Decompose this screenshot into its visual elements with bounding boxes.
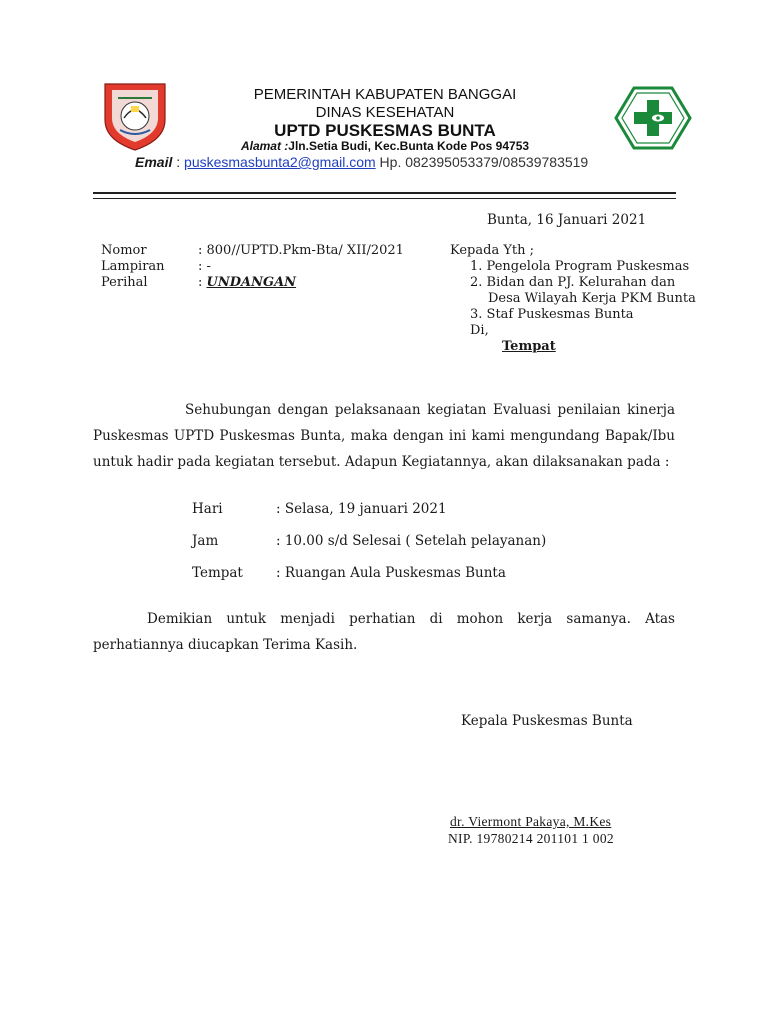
- signature-title: Kepala Puskesmas Bunta: [461, 713, 633, 729]
- signature-nip: NIP. 19780214 201101 1 002: [448, 831, 614, 846]
- schedule-value: : Ruangan Aula Puskesmas Bunta: [276, 565, 506, 581]
- perihal-subject: UNDANGAN: [206, 275, 297, 290]
- email-sep: :: [172, 154, 185, 170]
- perihal-colon: :: [198, 275, 207, 290]
- schedule-label: Jam: [192, 533, 219, 549]
- header-institution: UPTD PUSKESMAS BUNTA: [274, 121, 496, 140]
- header-department: DINAS KESEHATAN: [315, 104, 455, 121]
- recipient-intro: Kepada Yth ;: [450, 243, 535, 258]
- phone-number: Hp. 082395053379/08539783519: [375, 154, 589, 170]
- puskesmas-cross-icon: [614, 86, 692, 150]
- recipient-item: 3. Staf Puskesmas Bunta: [470, 307, 634, 322]
- letter-date: Bunta, 16 Januari 2021: [487, 212, 647, 228]
- schedule-value: : Selasa, 19 januari 2021: [276, 501, 447, 517]
- header-divider-thin: [93, 198, 676, 199]
- recipient-item: 1. Pengelola Program Puskesmas: [470, 259, 690, 274]
- perihal-value: [198, 275, 296, 290]
- perihal-label: Perihal: [101, 275, 148, 290]
- header-address: [160, 139, 610, 153]
- schedule-value: : 10.00 s/d Selesai ( Setelah pelayanan): [276, 533, 547, 549]
- body-paragraph: Sehubungan dengan pelaksanaan kegiatan Evaluasi penilaian kinerja Puskesmas UPTD Puskesmas Bunta, maka dengan ini kami mengundang Bapak/Ibu untuk hadir pada kegiatan tersebut. Adapun Kegiatannya, akan dilaksanakan pada :: [93, 402, 675, 470]
- recipient-di: Di,: [470, 323, 489, 338]
- nomor-value: : 800//UPTD.Pkm-Bta/ XII/2021: [198, 243, 404, 258]
- recipient-item: Desa Wilayah Kerja PKM Bunta: [488, 291, 696, 306]
- email-link[interactable]: puskesmasbunta2@gmail.com: [184, 154, 376, 170]
- recipient-place: Tempat: [502, 339, 556, 354]
- address-label: Alamat :: [240, 139, 289, 153]
- signature-name: dr. Viermont Pakaya, M.Kes: [450, 814, 612, 829]
- header-government: PEMERINTAH KABUPATEN BANGGAI: [253, 86, 517, 103]
- nomor-label: Nomor: [101, 243, 147, 258]
- closing-paragraph: Demikian untuk menjadi perhatian di mohon kerja samanya. Atas perhatiannya diucapkan Terima Kasih.: [93, 611, 675, 653]
- schedule-label: Hari: [192, 501, 223, 517]
- lampiran-label: Lampiran: [101, 259, 165, 274]
- header-contact: [135, 154, 655, 170]
- header-divider-thick: [93, 192, 676, 194]
- lampiran-value: : -: [198, 259, 211, 274]
- schedule-label: Tempat: [192, 565, 243, 581]
- recipient-item: 2. Bidan dan PJ. Kelurahan dan: [470, 275, 676, 290]
- email-label: Email: [135, 154, 173, 170]
- address-text: Jln.Setia Budi, Kec.Bunta Kode Pos 94753: [288, 139, 530, 153]
